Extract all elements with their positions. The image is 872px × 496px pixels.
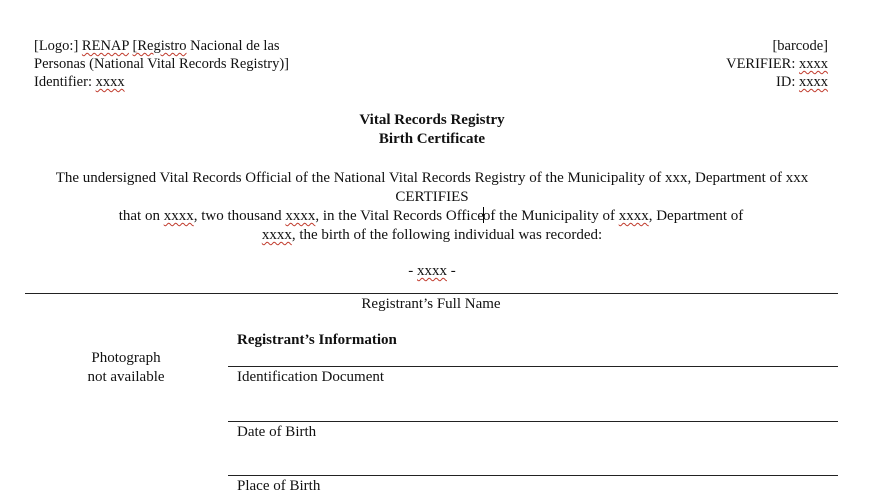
date-of-birth-label: Date of Birth — [237, 424, 317, 440]
verifier-line: VERIFIER: xxxx — [726, 56, 828, 72]
registrant-name: - xxxx - — [408, 263, 456, 279]
issuer-line-2: Personas (National Vital Records Registry)] — [34, 56, 289, 72]
field-rule — [228, 475, 838, 476]
certifies-text: CERTIFIES — [395, 189, 469, 205]
registro-text: [Registro — [132, 38, 187, 54]
identifier-line: Identifier: xxxx — [34, 74, 125, 90]
identification-document-label: Identification Document — [237, 369, 385, 385]
title-line-2: Birth Certificate — [378, 131, 486, 147]
body-line-4: xxxx, the birth of the following individual was recorded: — [261, 227, 603, 243]
full-name-label: Registrant’s Full Name — [361, 296, 501, 312]
photo-placeholder: Photograph not available — [87, 350, 165, 385]
body-line-3: that on xxxx, two thousand xxxx, in the Vital Records Officeof the Municipality of xxxx, Department of — [118, 208, 744, 224]
identifier-value: xxxx — [95, 74, 125, 90]
id-value: xxxx — [799, 74, 828, 90]
issuer-block — [34, 37, 364, 91]
place-of-birth-label: Place of Birth — [237, 478, 321, 494]
issuer-line-1: [Logo:] RENAP [Registro Nacional de las — [34, 38, 280, 54]
registrant-info-heading: Registrant’s Information — [237, 332, 397, 348]
document-title — [0, 111, 864, 149]
id-line: ID: xxxx — [776, 74, 828, 90]
title-line-1: Vital Records Registry — [359, 112, 505, 128]
field-rule — [228, 366, 838, 367]
body-line-1: The undersigned Vital Records Official of the National Vital Records Registry of the Municipality of xxx, Department of xxx — [55, 170, 809, 186]
barcode-placeholder: [barcode] — [772, 38, 828, 54]
field-rule — [228, 421, 838, 422]
section-divider — [25, 293, 838, 294]
verification-block — [580, 37, 828, 91]
registrant-name-value: xxxx — [417, 263, 447, 279]
verifier-value: xxxx — [799, 56, 828, 72]
certificate-body — [0, 169, 864, 245]
renap-text: RENAP — [81, 38, 129, 54]
